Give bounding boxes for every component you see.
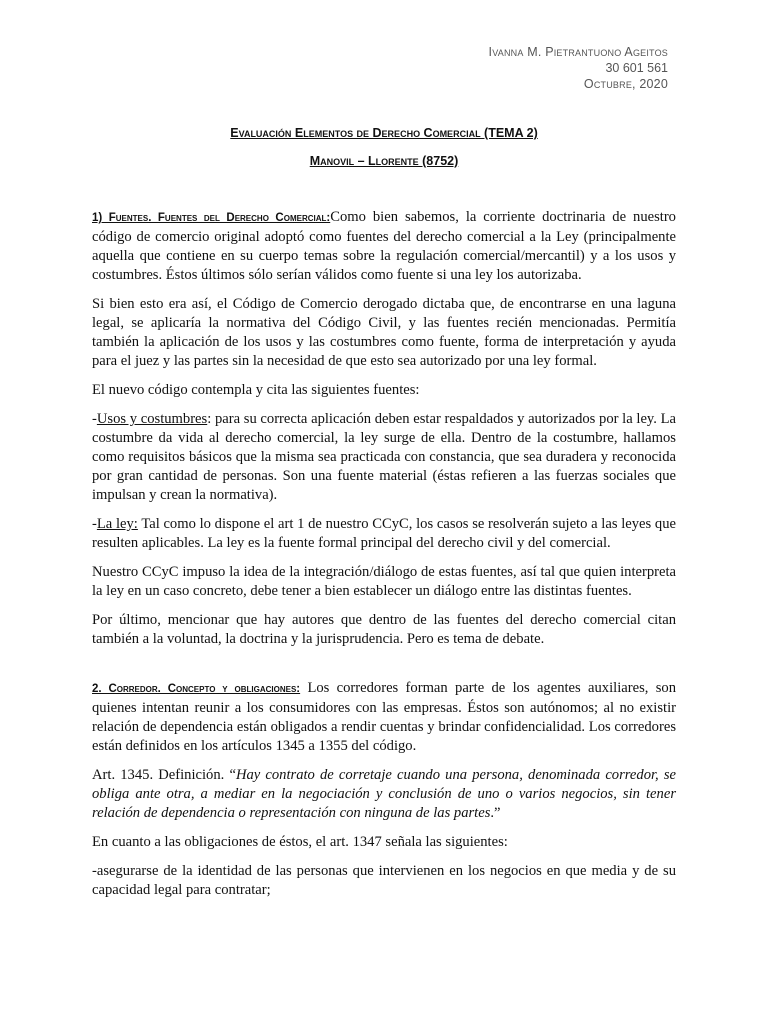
section1-paragraph-3: El nuevo código contempla y cita las siguientes fuentes: — [92, 382, 420, 398]
art-1345-quote: Hay contrato de corretaje cuando una persona, denominada corredor, se obliga ante otra, a mediar en la negociación y conclusión de uno o varios negocios, sin tener relación de dependencia o representación con ninguna de las partes — [92, 767, 677, 821]
dash: - — [92, 411, 97, 427]
author-name: Ivanna M. Pietrantuono Ageitos — [488, 45, 668, 59]
section1-paragraph-5 — [92, 515, 676, 553]
section2-paragraph-4: -asegurarse de la identidad de las personas que intervienen en los negocios en que media y de su capacidad legal para contratar; — [92, 863, 676, 898]
section2-paragraph-2 — [92, 766, 676, 823]
document-body — [92, 208, 676, 910]
section1-paragraph-7: Por último, mencionar que hay autores que dentro de las fuentes del derecho comercial citan también a la voluntad, la doctrina y la jurisprudencia. Pero es tema de debate. — [92, 612, 676, 647]
document-title: Evaluación Elementos de Derecho Comercial (TEMA 2) — [230, 126, 538, 140]
id-number: 30 601 561 — [605, 61, 668, 75]
section1-paragraph-2: Si bien esto era así, el Código de Comercio derogado dictaba que, de encontrarse en una laguna legal, se aplicaría la normativa del Código Civil, y las fuentes recién mencionadas. Permitía también la aplicación de los usos y las costumbres como fuente, forma de interpretación y ayuda para el juez y las partes sin la necesidad de que esto sea autorizado por una ley formal. — [92, 296, 676, 369]
section1-paragraph-4 — [92, 410, 676, 505]
section2-paragraph-1 — [92, 679, 676, 756]
art-1345-prefix: Art. 1345. Definición. “ — [92, 767, 236, 783]
la-ley-label: La ley: — [96, 516, 138, 532]
section2-heading: 2. Corredor. Concepto y obligaciones: — [92, 683, 301, 695]
la-ley-text: Tal como lo dispone el art 1 de nuestro CCyC, los casos se resolverán sujeto a las leyes que resulten aplicables. La ley es la fuente formal principal del derecho civil y del comercial. — [92, 516, 676, 551]
section2-p1-text: Los corredores forman parte de los agentes auxiliares, son quienes intentan reunir a los consumidores con las empresas. Éstos son autónomos; al no existir relación de dependencia están obligados a rendir cuentas y brindar confidencialidad. Los corredores están definidos en los artículos 1345 a 1355 del código. — [92, 680, 676, 754]
usos-costumbres-text: : para su correcta aplicación deben estar respaldados y autorizados por la ley. La costumbre da vida al derecho comercial, la ley surge de ella. Dentro de la costumbre, hallamos como requisitos básicos que la misma sea practicada con constancia, que sea duradera y reconocida por gran cantidad de personas. Son una fuente material (éstas refieren a las fuerzas sociales que impulsan y crean la normativa). — [92, 411, 676, 503]
section1-paragraph-1 — [92, 208, 676, 285]
section1-p1-text: Como bien sabemos, la corriente doctrinaria de nuestro código de comercio original adoptó como fuentes del derecho comercial a la Ley (principalmente aquella que contiene en su cuerpo temas sobre la regulación comercial/mercantil) y a los usos y costumbres. Éstos últimos sólo serían válidos como fuente si una ley los autorizaba. — [92, 209, 676, 283]
art-1345-suffix: .” — [490, 805, 501, 821]
section1-paragraph-6: Nuestro CCyC impuso la idea de la integración/diálogo de estas fuentes, así tal que quien interpreta la ley en un caso concreto, debe tener a bien establecer un diálogo entre las distintas fuentes. — [92, 564, 676, 599]
document-date: Octubre, 2020 — [583, 77, 668, 91]
section2-paragraph-3: En cuanto a las obligaciones de éstos, el art. 1347 señala las siguientes: — [92, 834, 508, 850]
dash: - — [92, 516, 97, 532]
section1-heading: 1) Fuentes. Fuentes del Derecho Comercial: — [92, 212, 331, 224]
usos-costumbres-label: Usos y costumbres — [96, 411, 208, 427]
document-header — [489, 44, 668, 92]
document-subtitle: Manovil – Llorente (8752) — [309, 154, 459, 168]
